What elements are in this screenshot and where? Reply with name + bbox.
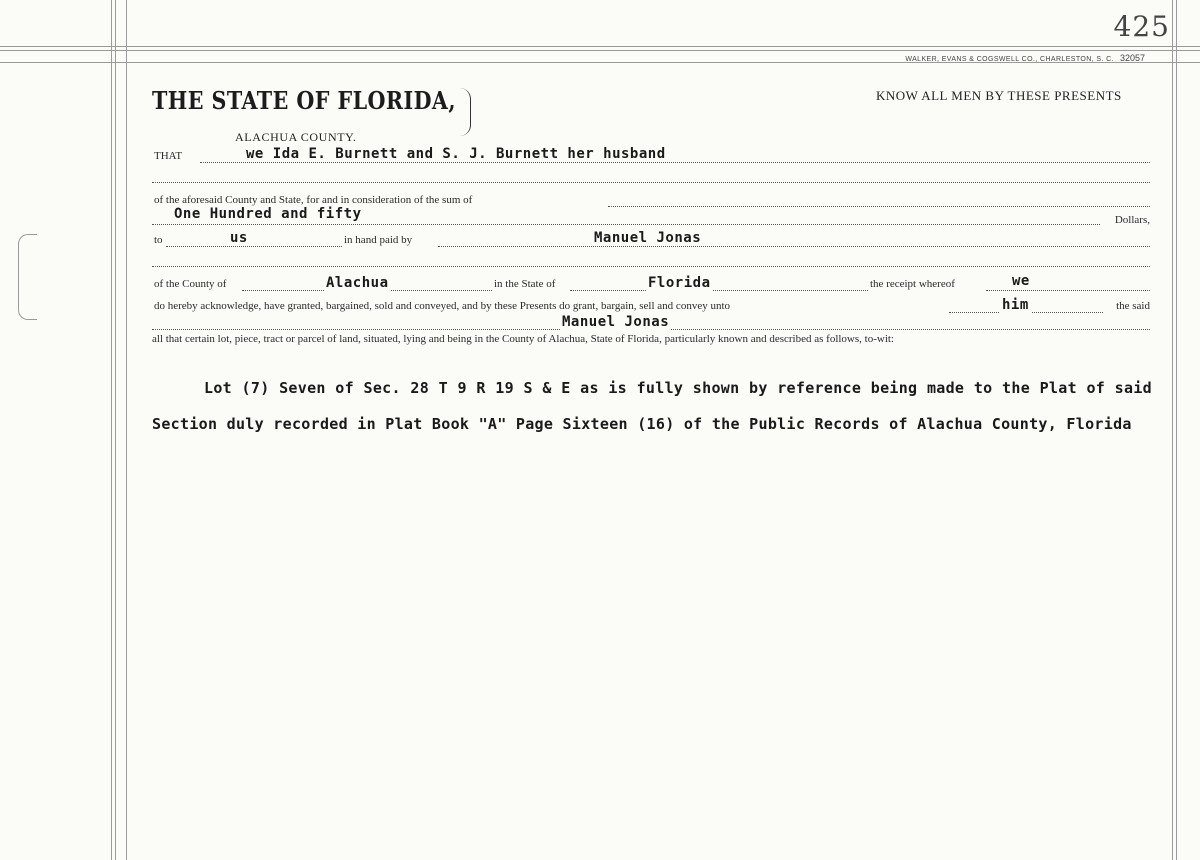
- form-number: 32057: [1119, 53, 1145, 63]
- title-brace: [460, 88, 471, 136]
- right-margin-line-2: [1176, 0, 1177, 860]
- state-of-dotted-line: [570, 290, 868, 291]
- receipt-dotted-line: [986, 290, 1150, 291]
- grantor-names: we Ida E. Burnett and S. J. Burnett her husband: [246, 146, 666, 162]
- left-margin-line: [111, 0, 112, 860]
- the-said-label: the said: [1116, 300, 1150, 312]
- county-of-label: of the County of: [154, 278, 227, 290]
- consideration-dotted-line: [608, 206, 1150, 207]
- blank-row-2: [152, 260, 1150, 268]
- amount-row: [152, 206, 1150, 228]
- to-value: us: [230, 230, 248, 246]
- document-title: THE STATE OF FLORIDA,: [152, 86, 456, 115]
- right-margin-line: [1172, 0, 1173, 860]
- printer-name: WALKER, EVANS & COGSWELL CO., CHARLESTON, S. C.: [905, 56, 1114, 63]
- legal-description: Lot (7) Seven of Sec. 28 T 9 R 19 S & E as is fully shown by reference being made to the Plat of said Section duly recorded in Plat Book "A" Page Sixteen (16) of the Public Records of Alachua County, Florida: [152, 379, 1152, 433]
- land-clause: all that certain lot, piece, tract or parcel of land, situated, lying and being in the County of Alachua, State of Florida, particularly known and described as follows, to-wit:: [152, 333, 894, 345]
- county-value: Alachua: [326, 275, 389, 291]
- state-of-label: in the State of: [494, 278, 556, 290]
- to-label: to: [154, 234, 163, 246]
- grantor-dotted-line: [200, 162, 1150, 163]
- paid-by-label: in hand paid by: [344, 234, 413, 246]
- grantee-row: [152, 316, 1150, 332]
- top-ruling-line-2: [0, 50, 1200, 51]
- state-value: Florida: [648, 275, 711, 291]
- left-margin-line-3: [126, 0, 127, 860]
- unto-value: him: [1002, 297, 1029, 313]
- acknowledge-label: do hereby acknowledge, have granted, bargained, sold and conveyed, and by these Presents do grant, bargain, sell and convey unto: [154, 300, 731, 312]
- receipt-label: the receipt whereof: [870, 278, 955, 290]
- left-margin-line-2: [115, 0, 116, 860]
- paid-by-row: [152, 230, 1150, 250]
- blank-dotted-line-2: [152, 266, 1150, 267]
- that-label: THAT: [154, 150, 183, 162]
- printer-imprint: [880, 53, 1145, 63]
- county-state-row: [152, 273, 1150, 294]
- consideration-label: of the aforesaid County and State, for and in consideration of the sum of: [154, 194, 473, 206]
- top-ruling-line: [0, 46, 1200, 47]
- dollars-label: Dollars,: [1114, 214, 1150, 226]
- paid-by-dotted-line: [438, 246, 1150, 247]
- blank-dotted-line-1: [152, 182, 1150, 183]
- binder-clip-mark: [18, 234, 37, 320]
- grantor-row: [152, 146, 1150, 166]
- county-heading: ALACHUA COUNTY.: [235, 130, 357, 144]
- blank-row-1: [152, 176, 1150, 184]
- preamble: KNOW ALL MEN BY THESE PRESENTS: [876, 88, 1122, 103]
- amount-dotted-line: [152, 224, 1100, 225]
- amount-value: One Hundred and fifty: [174, 206, 362, 222]
- grantee-name: Manuel Jonas: [562, 314, 670, 330]
- page-number: 425: [1113, 10, 1170, 43]
- receipt-value: we: [1012, 273, 1030, 289]
- paid-by-value: Manuel Jonas: [594, 230, 702, 246]
- to-dotted-line: [166, 246, 342, 247]
